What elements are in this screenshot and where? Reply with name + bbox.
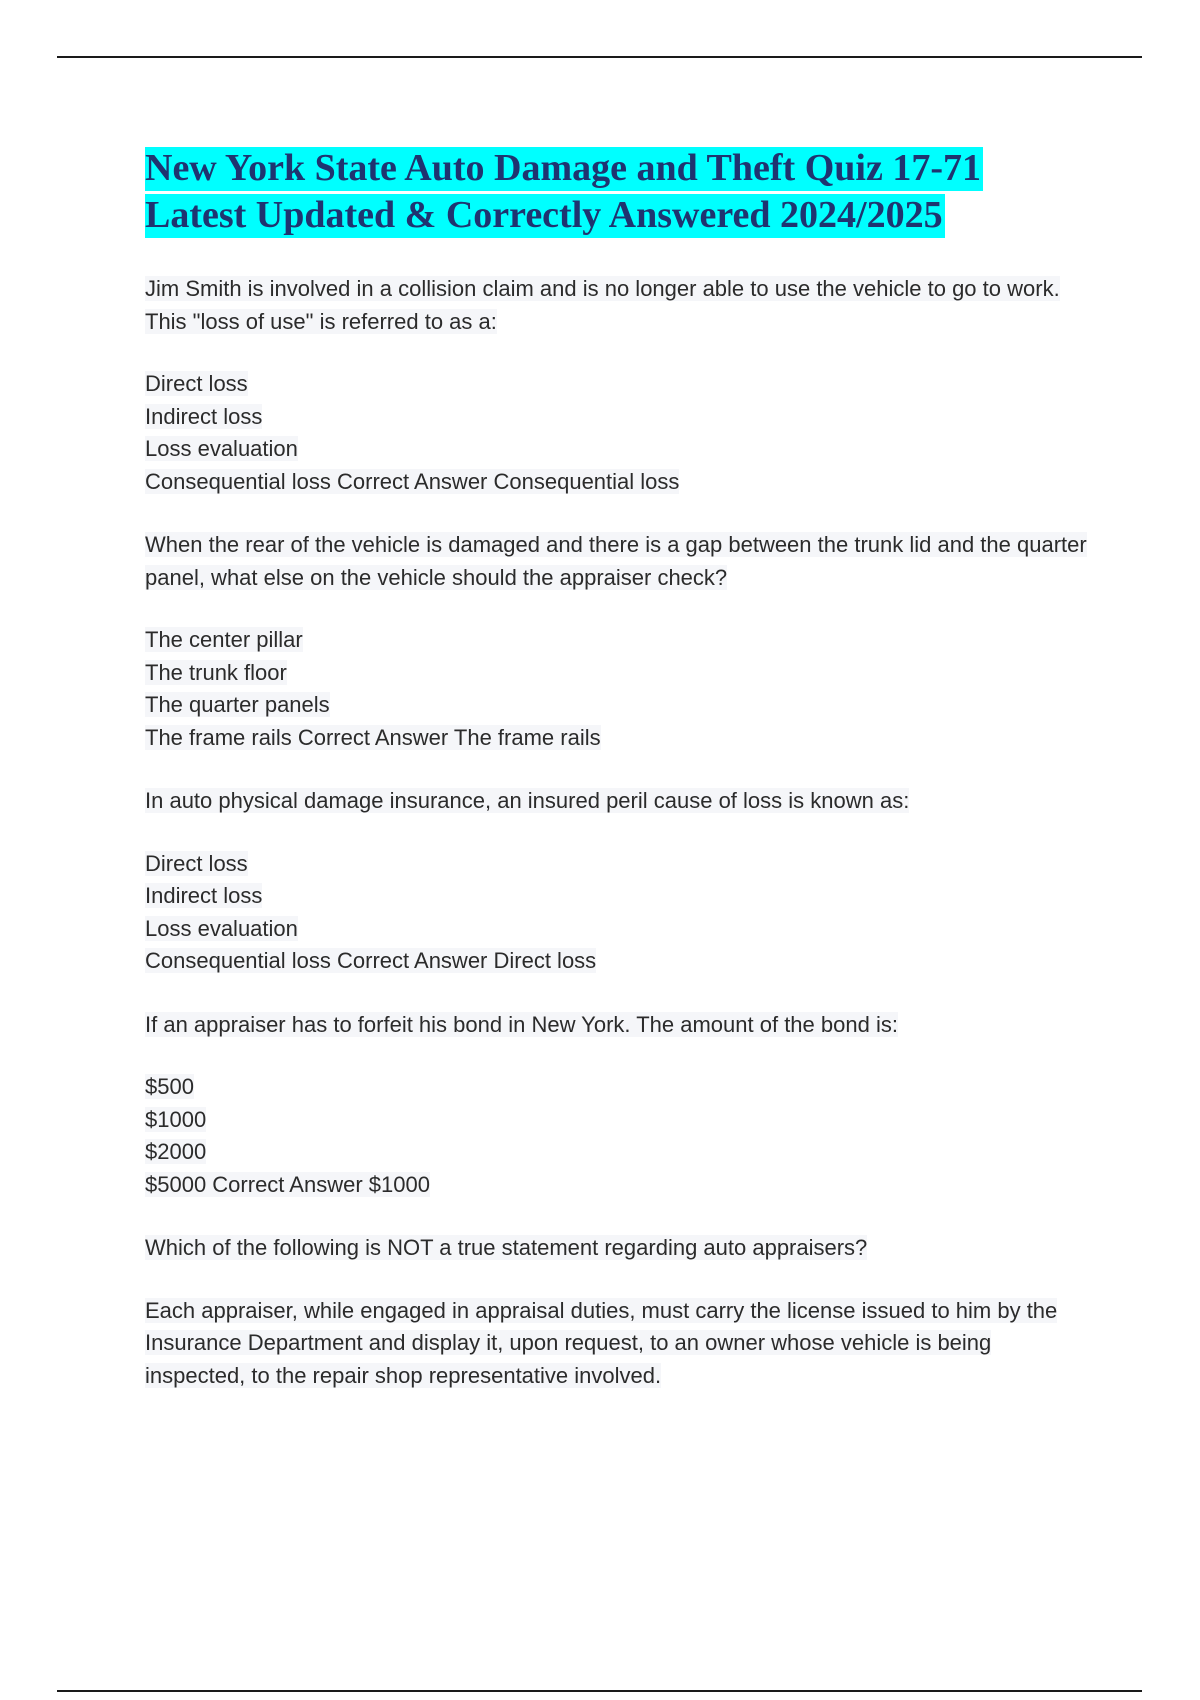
option-text: $2000 xyxy=(145,1139,207,1164)
option-text: Direct loss xyxy=(145,371,248,396)
option-text: $500 xyxy=(145,1074,194,1099)
option-text: The trunk floor xyxy=(145,659,287,685)
document-title xyxy=(145,145,1095,239)
question-3-options xyxy=(145,848,1095,978)
closing-paragraph: Each appraiser, while engaged in appraisal duties, must carry the license issued to him by the Insurance Department and display it, upon request, to an owner whose vehicle is being inspected, to the repair shop representative involved. xyxy=(145,1297,1058,1388)
option-text: The center pillar xyxy=(145,627,303,652)
question-1-text: Jim Smith is involved in a collision claim and is no longer able to use the vehicle to go to work. This "loss of use" is referred to as a: xyxy=(145,276,1060,334)
title-line-1: New York State Auto Damage and Theft Quiz 17-71 xyxy=(145,147,981,189)
option-text: Indirect loss xyxy=(145,883,263,908)
option-answer: Consequential loss Correct Answer Direct loss xyxy=(145,948,597,973)
option-text: The quarter panels xyxy=(145,692,330,717)
bottom-rule xyxy=(57,1690,1142,1692)
option-text: Direct loss xyxy=(145,850,248,876)
question-4-text: If an appraiser has to forfeit his bond in New York. The amount of the bond is: xyxy=(145,1011,898,1037)
option-text: Loss evaluation xyxy=(145,436,298,461)
option-text: $1000 xyxy=(145,1106,207,1132)
question-1-options xyxy=(145,368,1095,498)
question-2-text: When the rear of the vehicle is damaged and there is a gap between the trunk lid and the quarter panel, what else on the vehicle should the appraiser check? xyxy=(145,532,1087,590)
option-text: Loss evaluation xyxy=(145,915,298,941)
top-rule xyxy=(57,56,1142,58)
document-body xyxy=(145,145,1095,1422)
option-answer: Consequential loss Correct Answer Consequential loss xyxy=(145,468,680,494)
question-3-text: In auto physical damage insurance, an insured peril cause of loss is known as: xyxy=(145,788,910,813)
question-5-text: Which of the following is NOT a true statement regarding auto appraisers? xyxy=(145,1235,868,1260)
option-answer: The frame rails Correct Answer The frame rails xyxy=(145,724,601,750)
question-2-options xyxy=(145,624,1095,754)
option-text: Indirect loss xyxy=(145,403,263,429)
option-answer: $5000 Correct Answer $1000 xyxy=(145,1171,430,1197)
question-4-options xyxy=(145,1071,1095,1201)
title-line-2: Latest Updated & Correctly Answered 2024/2025 xyxy=(145,194,943,236)
